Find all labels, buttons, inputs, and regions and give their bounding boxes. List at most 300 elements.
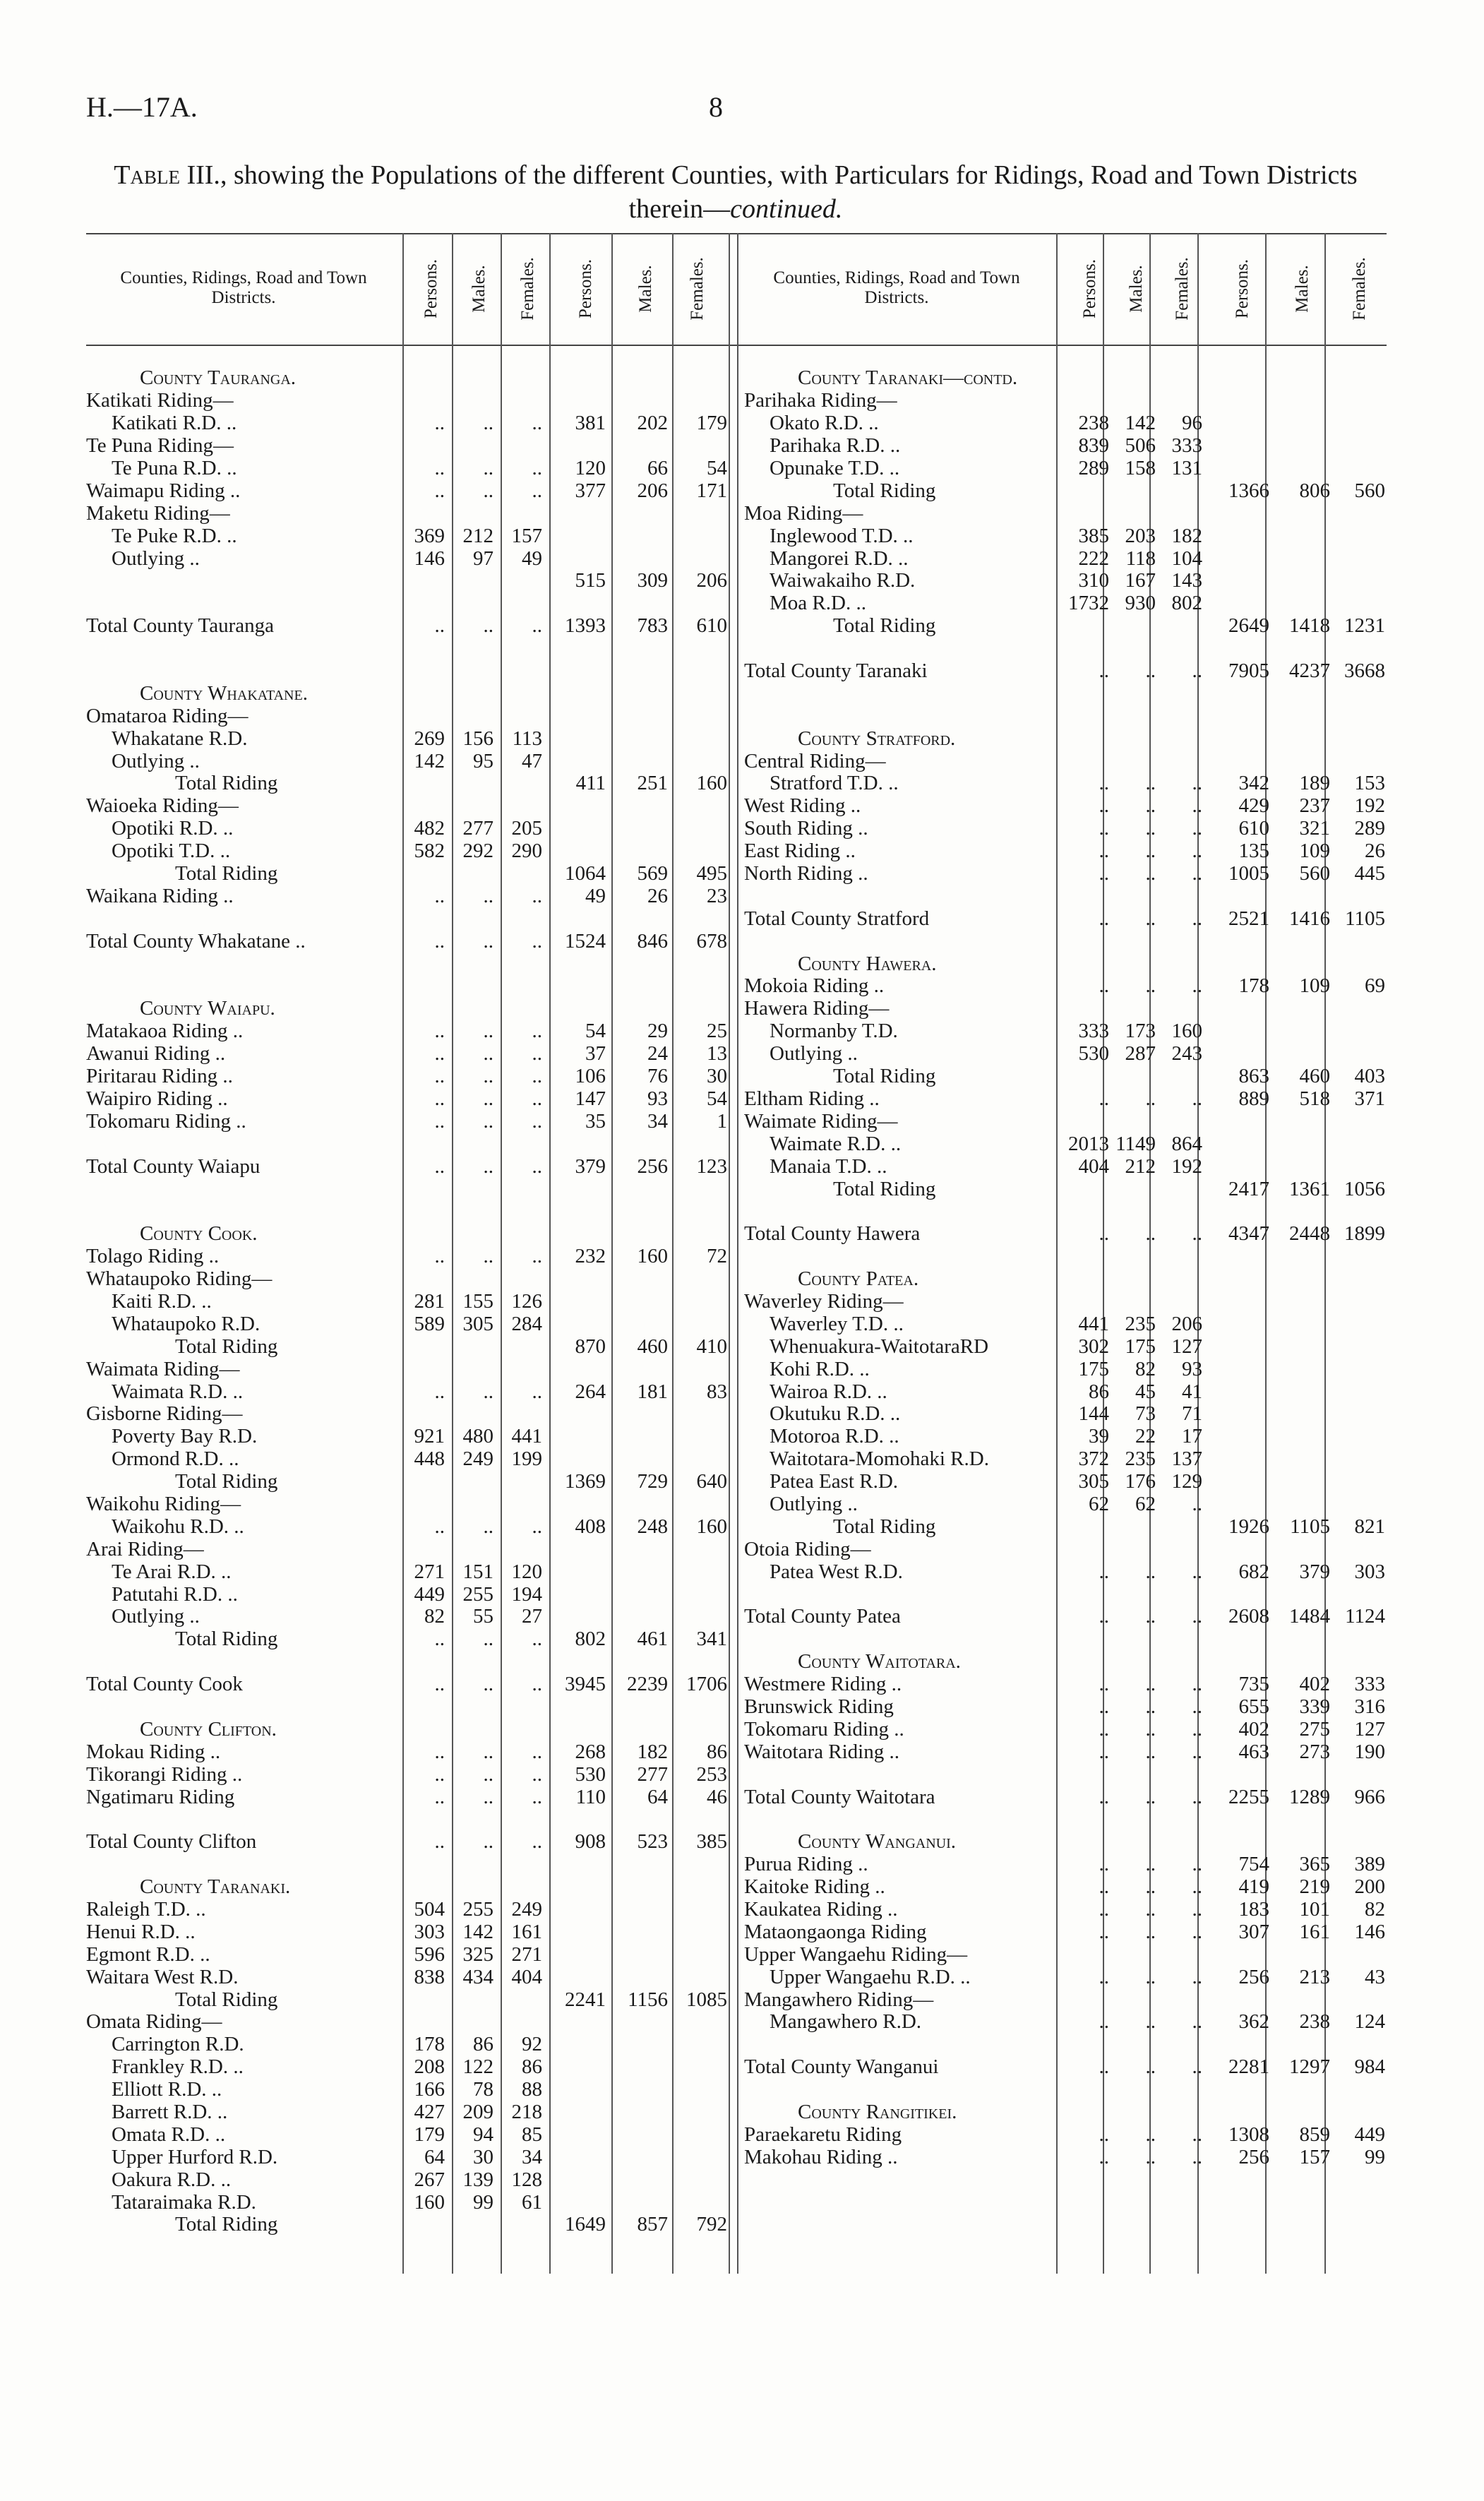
- right-riding-cell: 118: [1125, 547, 1156, 570]
- left-row: [86, 1268, 730, 1291]
- left-row: [86, 1133, 730, 1155]
- left-riding-cell: ..: [483, 1154, 493, 1178]
- right-total-cell: [1272, 750, 1333, 772]
- right-riding-cell: [1065, 479, 1112, 502]
- left-riding-cell: [399, 367, 448, 390]
- right-row-label: Total Riding: [833, 479, 936, 502]
- right-riding-cell: 333: [1078, 1020, 1109, 1043]
- left-riding-cell: [399, 1854, 448, 1876]
- left-riding-cell: [399, 1471, 448, 1493]
- left-total-cell: [545, 1403, 609, 1426]
- left-total-cell: [545, 975, 609, 998]
- left-total-cell: [545, 547, 609, 570]
- right-total-cell: [1333, 998, 1388, 1020]
- right-row: [744, 1651, 1388, 1673]
- right-total-cell: [1272, 1583, 1333, 1606]
- right-total-cell: 362: [1238, 2010, 1269, 2034]
- right-riding-cell: ..: [1192, 772, 1202, 795]
- left-riding-cell: [399, 1538, 448, 1560]
- right-riding-cell: [1159, 885, 1205, 907]
- left-riding-cell: 86: [522, 2055, 542, 2079]
- left-total-cell: [545, 795, 609, 818]
- right-row-label: Waitotara Riding ..: [744, 1740, 899, 1763]
- right-riding-cell: [1112, 1538, 1159, 1560]
- right-row: [744, 795, 1388, 818]
- right-total-cell: 127: [1354, 1717, 1385, 1741]
- right-total-cell: [1205, 1426, 1272, 1448]
- left-riding-cell: 156: [462, 727, 493, 750]
- left-riding-cell: 142: [414, 749, 445, 772]
- right-total-cell: 101: [1299, 1898, 1330, 1921]
- right-total-cell: [1272, 2034, 1333, 2056]
- right-riding-cell: 17: [1182, 1425, 1202, 1448]
- left-riding-cell: 94: [473, 2123, 493, 2146]
- right-row: [744, 435, 1388, 458]
- left-row-label: Waipiro Riding ..: [86, 1087, 228, 1110]
- left-total-cell: [609, 1899, 671, 1921]
- right-total-cell: 429: [1238, 794, 1269, 818]
- right-total-cell: [1205, 1988, 1272, 2011]
- left-total-cell: [545, 1178, 609, 1200]
- left-row: [86, 1200, 730, 1223]
- left-total-cell: [545, 2146, 609, 2168]
- left-total-cell: [545, 1538, 609, 1560]
- right-riding-cell: 506: [1125, 434, 1156, 458]
- left-total-cell: [609, 705, 671, 727]
- right-row-label: Inglewood T.D. ..: [770, 524, 914, 547]
- right-riding-cell: [1159, 1200, 1205, 1223]
- left-riding-cell: [448, 2011, 496, 2034]
- right-total-cell: [1333, 1268, 1388, 1291]
- left-riding-cell: 281: [414, 1289, 445, 1313]
- right-row-label: Opunake T.D. ..: [770, 457, 900, 479]
- right-total-cell: 153: [1354, 772, 1385, 795]
- right-total-cell: [1272, 592, 1333, 615]
- right-total-cell: [1272, 1200, 1333, 1223]
- right-row: [744, 750, 1388, 772]
- left-total-cell: 640: [696, 1470, 727, 1493]
- left-riding-cell: [448, 1808, 496, 1831]
- left-riding-cell: ..: [532, 1109, 542, 1133]
- left-riding-cell: [399, 1178, 448, 1200]
- right-riding-cell: ..: [1192, 1965, 1202, 1988]
- right-total-cell: [1272, 367, 1333, 390]
- left-total-cell: [545, 1448, 609, 1471]
- left-row: [86, 1831, 730, 1854]
- right-total-cell: [1333, 547, 1388, 570]
- left-total-cell: [671, 840, 730, 863]
- page-number: 8: [709, 91, 723, 123]
- right-row: [744, 1515, 1388, 1538]
- left-row-label: Henui R.D. ..: [86, 1920, 196, 1943]
- right-total-cell: [1272, 1268, 1333, 1291]
- left-total-cell: 248: [637, 1515, 668, 1538]
- right-riding-cell: [1065, 885, 1112, 907]
- left-row: [86, 2101, 730, 2124]
- left-total-cell: [609, 638, 671, 660]
- left-row: [86, 1696, 730, 1719]
- right-total-cell: [1272, 953, 1333, 975]
- left-row-label: County Clifton.: [140, 1717, 277, 1741]
- right-row-label: Kaukatea Riding ..: [744, 1898, 898, 1921]
- left-row-label: Outlying ..: [112, 547, 200, 570]
- left-riding-cell: ..: [434, 412, 445, 435]
- left-row: [86, 1020, 730, 1043]
- right-riding-cell: [1065, 2079, 1112, 2101]
- right-riding-cell: ..: [1192, 794, 1202, 818]
- right-riding-cell: [1112, 1246, 1159, 1268]
- left-total-cell: [609, 907, 671, 930]
- right-total-cell: [1333, 1448, 1388, 1471]
- left-riding-cell: 589: [414, 1312, 445, 1335]
- left-total-cell: [545, 1426, 609, 1448]
- left-row-label: Raleigh T.D. ..: [86, 1898, 206, 1921]
- right-row-label: Mokoia Riding ..: [744, 974, 885, 998]
- right-row: [744, 367, 1388, 390]
- left-riding-cell: [399, 1200, 448, 1223]
- right-total-cell: 307: [1238, 1920, 1269, 1943]
- right-row-label: County Stratford.: [798, 727, 956, 750]
- left-riding-cell: 441: [511, 1425, 542, 1448]
- left-total-cell: [609, 1583, 671, 1606]
- right-riding-cell: [1112, 1628, 1159, 1651]
- left-riding-cell: [399, 953, 448, 975]
- left-riding-cell: [399, 975, 448, 998]
- left-riding-cell: [448, 1403, 496, 1426]
- left-total-cell: [545, 2101, 609, 2124]
- right-total-cell: [1205, 750, 1272, 772]
- left-total-cell: [609, 2168, 671, 2191]
- left-total-cell: [545, 502, 609, 525]
- left-riding-cell: [399, 502, 448, 525]
- left-riding-cell: [448, 1988, 496, 2011]
- left-riding-cell: ..: [434, 929, 445, 953]
- right-total-cell: [1205, 1538, 1272, 1560]
- left-row-label: Total Riding: [175, 1470, 278, 1493]
- left-total-cell: 72: [707, 1245, 727, 1268]
- right-riding-cell: [1112, 367, 1159, 390]
- right-riding-cell: [1065, 638, 1112, 660]
- right-riding-cell: 333: [1171, 434, 1202, 458]
- left-total-cell: [671, 435, 730, 458]
- right-total-cell: [1272, 705, 1333, 727]
- column-rule: [737, 233, 738, 2274]
- left-row-label: Awanui Riding ..: [86, 1042, 226, 1066]
- right-total-cell: [1333, 1538, 1388, 1560]
- right-total-cell: [1333, 1943, 1388, 1966]
- left-riding-cell: ..: [434, 614, 445, 638]
- right-row-label: Central Riding—: [744, 749, 886, 772]
- right-total-cell: [1333, 525, 1388, 547]
- right-total-cell: [1272, 1403, 1333, 1426]
- left-total-cell: [609, 1808, 671, 1831]
- left-row: [86, 1515, 730, 1538]
- right-riding-cell: 173: [1125, 1020, 1156, 1043]
- left-row: [86, 2123, 730, 2146]
- right-total-cell: 610: [1238, 817, 1269, 840]
- left-riding-cell: ..: [532, 1154, 542, 1178]
- left-riding-cell: [399, 863, 448, 885]
- right-total-cell: 333: [1354, 1673, 1385, 1696]
- right-riding-cell: ..: [1145, 2123, 1156, 2146]
- right-riding-cell: ..: [1145, 1560, 1156, 1583]
- right-total-cell: [1272, 458, 1333, 480]
- left-riding-cell: [496, 705, 545, 727]
- right-total-cell: [1205, 1133, 1272, 1155]
- left-riding-cell: [496, 1808, 545, 1831]
- right-row: [744, 1606, 1388, 1628]
- left-total-cell: [609, 1291, 671, 1313]
- right-riding-cell: 62: [1135, 1492, 1156, 1515]
- right-total-cell: 682: [1238, 1560, 1269, 1583]
- left-row-label: Whataupoko R.D.: [112, 1312, 261, 1335]
- left-total-cell: 64: [647, 1785, 668, 1808]
- left-row-label: Arai Riding—: [86, 1537, 204, 1560]
- left-row-label: Maketu Riding—: [86, 501, 230, 525]
- left-total-cell: [671, 1538, 730, 1560]
- left-total-cell: 1524: [565, 929, 606, 953]
- right-name-header: Counties, Ridings, Road and Town Districts.: [773, 268, 1020, 307]
- right-row: [744, 592, 1388, 615]
- right-row-label: Purua Riding ..: [744, 1853, 868, 1876]
- left-total-cell: [545, 1223, 609, 1246]
- left-total-cell: 160: [637, 1245, 668, 1268]
- right-total-cell: 4347: [1228, 1222, 1269, 1246]
- right-row-label: [744, 2079, 1065, 2101]
- left-riding-cell: 126: [511, 1289, 542, 1313]
- right-riding-cell: 158: [1125, 457, 1156, 479]
- right-total-cell: 339: [1299, 1695, 1330, 1718]
- left-riding-cell: [496, 435, 545, 458]
- right-row-label: Total County Patea: [744, 1605, 901, 1628]
- left-riding-cell: 449: [414, 1582, 445, 1606]
- right-total-cell: [1333, 953, 1388, 975]
- left-total-cell: [671, 1808, 730, 1831]
- right-riding-cell: 167: [1125, 569, 1156, 592]
- left-total-cell: [545, 367, 609, 390]
- right-riding-cell: [1065, 930, 1112, 953]
- left-riding-cell: 160: [414, 2190, 445, 2214]
- right-riding-cell: [1112, 1808, 1159, 1831]
- left-row: [86, 2191, 730, 2214]
- right-row-label: Kaitoke Riding ..: [744, 1875, 885, 1899]
- left-riding-cell: 212: [462, 524, 493, 547]
- left-row: [86, 1628, 730, 1651]
- right-row-label: Waitotara-Momohaki R.D.: [770, 1448, 989, 1471]
- right-row: [744, 863, 1388, 885]
- left-total-cell: 232: [575, 1245, 606, 1268]
- left-riding-cell: [399, 1335, 448, 1358]
- right-riding-cell: [1065, 1291, 1112, 1313]
- right-row-label: Total Riding: [833, 1177, 936, 1200]
- left-riding-cell: 99: [473, 2190, 493, 2214]
- left-riding-cell: ..: [483, 929, 493, 953]
- left-total-cell: [609, 1403, 671, 1426]
- right-riding-cell: [1159, 502, 1205, 525]
- right-riding-cell: [1159, 1943, 1205, 1966]
- right-riding-cell: 235: [1125, 1448, 1156, 1471]
- right-row-label: Parihaka Riding—: [744, 389, 897, 412]
- left-total-cell: [671, 2056, 730, 2079]
- right-riding-cell: ..: [1145, 1673, 1156, 1696]
- right-row-label: South Riding ..: [744, 817, 868, 840]
- left-total-cell: 202: [637, 412, 668, 435]
- right-total-cell: 806: [1299, 479, 1330, 502]
- left-riding-cell: ..: [483, 1380, 493, 1403]
- right-row-label: Okutuku R.D. ..: [770, 1402, 901, 1426]
- left-row-label: Mokau Riding ..: [86, 1740, 221, 1763]
- left-total-cell: [545, 1358, 609, 1380]
- right-riding-cell: ..: [1192, 1740, 1202, 1763]
- left-row-label: Waioeka Riding—: [86, 794, 239, 818]
- right-riding-cell: ..: [1099, 1717, 1109, 1741]
- right-row-label: [744, 705, 1065, 727]
- right-total-cell: 419: [1238, 1875, 1269, 1899]
- right-row-label: North Riding ..: [744, 862, 868, 885]
- right-total-cell: 289: [1354, 817, 1385, 840]
- left-total-cell: [545, 1291, 609, 1313]
- left-riding-cell: [399, 998, 448, 1020]
- right-row: [744, 660, 1388, 683]
- right-riding-cell: [1159, 1831, 1205, 1854]
- right-row: [744, 1583, 1388, 1606]
- right-row: [744, 1380, 1388, 1403]
- left-total-cell: [609, 525, 671, 547]
- left-row: [86, 592, 730, 615]
- right-riding-cell: 41: [1182, 1380, 1202, 1403]
- right-total-cell: [1333, 750, 1388, 772]
- right-row: [744, 390, 1388, 412]
- left-riding-cell: [448, 1133, 496, 1155]
- left-row-label: [86, 953, 399, 975]
- right-riding-cell: [1112, 705, 1159, 727]
- left-riding-cell: ..: [532, 412, 542, 435]
- right-riding-cell: [1112, 2034, 1159, 2056]
- right-total-cell: [1272, 930, 1333, 953]
- left-table: [86, 367, 730, 2236]
- right-riding-cell: 243: [1171, 1042, 1202, 1066]
- left-total-cell: [671, 907, 730, 930]
- right-females-header: Females.: [1173, 257, 1192, 321]
- right-riding-cell: 176: [1125, 1470, 1156, 1493]
- left-total-cell: 171: [696, 479, 727, 502]
- left-row: [86, 1088, 730, 1111]
- left-row-label: [86, 570, 399, 592]
- left-row: [86, 1403, 730, 1426]
- right-total-cell: [1272, 547, 1333, 570]
- left-total-cell: [609, 390, 671, 412]
- right-total-cell: [1272, 1155, 1333, 1178]
- left-riding-cell: ..: [483, 1042, 493, 1066]
- left-total-cell: 846: [637, 929, 668, 953]
- right-riding-cell: 203: [1125, 524, 1156, 547]
- left-total-cell: 24: [647, 1042, 668, 1066]
- right-riding-cell: [1112, 1291, 1159, 1313]
- right-total-cell: [1272, 1988, 1333, 2011]
- left-total-cell: [671, 1448, 730, 1471]
- right-row-label: [744, 1200, 1065, 1223]
- right-total-cell: [1205, 1448, 1272, 1471]
- right-riding-cell: [1065, 1808, 1112, 1831]
- left-riding-cell: [448, 998, 496, 1020]
- right-row-label: Mataongaonga Riding: [744, 1920, 927, 1943]
- left-total-cell: 341: [696, 1628, 727, 1651]
- left-total-cell: [545, 1696, 609, 1719]
- right-row-label: [744, 1246, 1065, 1268]
- left-riding-cell: [399, 638, 448, 660]
- left-total-cell: 523: [637, 1830, 668, 1854]
- right-total-cell: [1333, 1043, 1388, 1066]
- left-riding-cell: 64: [424, 2145, 445, 2168]
- left-row-label: Whakatane R.D.: [112, 727, 248, 750]
- left-riding-cell: ..: [434, 457, 445, 479]
- left-row: [86, 1223, 730, 1246]
- left-total-cell: [609, 1538, 671, 1560]
- table-title-continued: continued.: [730, 194, 843, 224]
- left-riding-cell: [496, 502, 545, 525]
- left-row: [86, 1921, 730, 1943]
- left-riding-cell: ..: [434, 1020, 445, 1043]
- right-riding-cell: 62: [1089, 1492, 1109, 1515]
- right-row-label: Otoia Riding—: [744, 1537, 871, 1560]
- left-total-cell: 120: [575, 457, 606, 479]
- left-total-cell: [609, 2079, 671, 2101]
- right-riding-cell: ..: [1192, 2145, 1202, 2168]
- right-total-cell: [1333, 682, 1388, 705]
- right-riding-cell: [1065, 1178, 1112, 1200]
- right-total-cell: [1333, 1155, 1388, 1178]
- left-row: [86, 953, 730, 975]
- left-total-cell: [609, 502, 671, 525]
- right-riding-cell: ..: [1099, 659, 1109, 683]
- left-riding-cell: [448, 390, 496, 412]
- left-row-label: Barrett R.D. ..: [112, 2101, 228, 2124]
- right-riding-cell: ..: [1145, 840, 1156, 863]
- right-riding-cell: [1065, 502, 1112, 525]
- right-row-label: Total County Hawera: [744, 1222, 921, 1246]
- left-riding-cell: 139: [462, 2168, 493, 2191]
- right-row-label: [744, 682, 1065, 705]
- right-total-cell: [1205, 998, 1272, 1020]
- right-total-cell: 178: [1238, 974, 1269, 998]
- right-total-cell: 316: [1354, 1695, 1385, 1718]
- right-total-cell: 1289: [1289, 1785, 1330, 1808]
- left-riding-cell: [399, 660, 448, 683]
- right-riding-cell: ..: [1192, 1898, 1202, 1921]
- right-riding-cell: ..: [1099, 1673, 1109, 1696]
- right-riding-cell: [1065, 750, 1112, 772]
- right-row-label: Total Riding: [833, 614, 936, 638]
- left-row: [86, 1606, 730, 1628]
- right-riding-cell: ..: [1145, 1853, 1156, 1876]
- left-total-cell: 408: [575, 1515, 606, 1538]
- left-riding-cell: ..: [434, 1154, 445, 1178]
- left-row: [86, 1066, 730, 1088]
- right-total-cell: [1333, 412, 1388, 435]
- right-total-cell: [1333, 930, 1388, 953]
- right-total-cell: 237: [1299, 794, 1330, 818]
- right-row: [744, 1966, 1388, 1988]
- left-total-cell: 460: [637, 1335, 668, 1358]
- right-riding-cell: [1112, 1515, 1159, 1538]
- left-riding-cell: 267: [414, 2168, 445, 2191]
- right-row: [744, 907, 1388, 930]
- right-row: [744, 502, 1388, 525]
- right-riding-cell: [1159, 1628, 1205, 1651]
- left-riding-cell: ..: [483, 1020, 493, 1043]
- left-total-cell: 76: [647, 1065, 668, 1088]
- left-total-cell: [609, 1133, 671, 1155]
